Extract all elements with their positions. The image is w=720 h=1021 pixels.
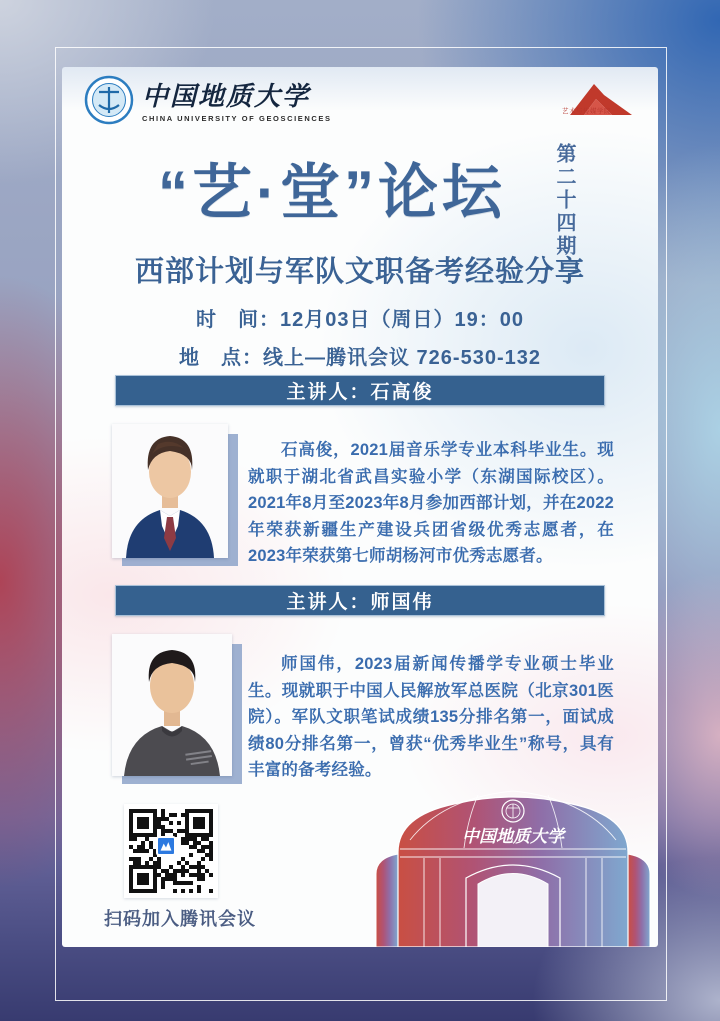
forum-subtitle: 西部计划与军队文职备考经验分享 [134,256,585,288]
issue-number: 第二十四期 [553,143,575,258]
poster-card [62,67,658,947]
qr-code [124,804,218,898]
speaker1-photo [112,424,228,558]
qr-caption: 扫码加入腾讯会议 [104,909,256,929]
speaker2-bio: 师国伟，2023届新闻传播学专业硕士毕业生。现就职于中国人民解放军总医院（北京301医院）。军队文职笔试成绩135分排名第一，面试成绩80分排名第一，曾获“优秀毕业生”称号，具有丰富的备考经验。 [248,655,614,779]
speaker2-banner [115,585,605,616]
university-name-en: CHINA UNIVERSITY OF GEOSCIENCES [142,114,332,123]
university-emblem-icon [84,75,134,130]
speaker2-photo [112,634,232,776]
university-gate-illustration [368,778,658,947]
forum-title: “艺·堂”论坛 [158,159,506,226]
college-mountain-icon [562,79,634,123]
gate-text: 中国地质大学 [462,827,564,847]
speaker1-banner [115,375,605,406]
speaker1-banner-label: 主讲人：石高俊 [286,382,434,403]
event-time: 时 间：12月03日（周日）19：00 [196,309,524,331]
college-logo [562,79,634,123]
event-info [62,303,658,379]
university-name [142,82,332,123]
speaker1-bio: 石高俊，2021届音乐学专业本科毕业生。现就职于湖北省武昌实验小学（东湖国际校区）。2021年8月至2023年8月参加西部计划，并在2022年荣获新疆生产建设兵团省级优秀志愿者，在2023年荣获第七师胡杨河市优秀志愿者。 [248,441,614,565]
tencent-meeting-icon [156,836,176,856]
event-location: 地 点：线上—腾讯会议 726-530-132 [179,347,541,369]
university-logo-group [84,75,332,130]
speaker2-banner-label: 主讲人：师国伟 [286,592,434,613]
university-name-cn: 中国地质大学 [142,82,311,112]
college-name: 艺术与传媒学院 [562,108,611,115]
